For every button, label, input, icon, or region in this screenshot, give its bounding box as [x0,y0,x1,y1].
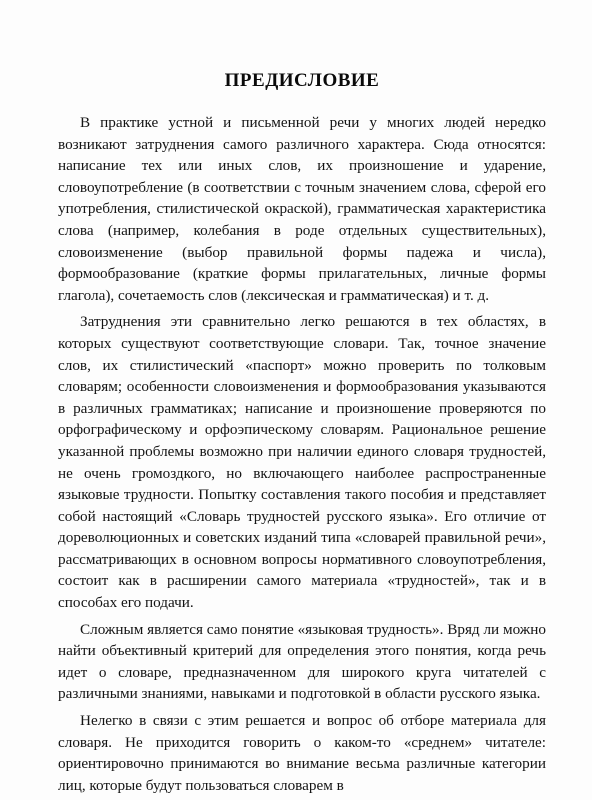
paragraph-4: Нелегко в связи с этим решается и вопрос об отборе материала для словаря. Не приходится говорить о каком-то «среднем» читателе: ориентировочно принимаются во внимание весьма различные категории лиц, которые будут пользоваться словарем в [58,712,546,794]
paragraph-1: В практике устной и письменной речи у многих людей нередко возникают затруднения самого различного характера. Сюда относятся: написание тех или иных слов, их произношение и ударение, словоупотребление (в соответствии с точным значением слова, сферой его употребления, стилистической окраской), грамматическая характеристика слова (например, колебания в роде отдельных существительных), словоизменение (выбор правильной формы падежа и числа), формообразование (краткие формы прилагательных, личные формы глагола), сочетаемость слов (лексическая и грамматическая) и т. д. [58,114,546,304]
paragraph-3: Сложным является само понятие «языковая трудность». Вряд ли можно найти объективный критерий для определения этого понятия, когда речь идет о словаре, предназначенном для широкого круга читателей с различными знаниями, навыками и подготовкой в области русского языка. [58,620,546,703]
paragraph-2: Затруднения эти сравнительно легко решаются в тех областях, в которых существуют соответствующие словари. Так, точное значение слов, их стилистический «паспорт» можно проверить по толковым словарям; особенности словоизменения и формообразования указываются в различных грамматиках; написание и произношение проверяются по орфографическому и орфоэпическому словарям. Рациональное решение указанной проблемы возможно при наличии единого словаря трудностей, не очень громоздкого, но включающего наиболее распространенные языковые трудности. Попытку составления такого пособия и представляет собой настоящий «Словарь трудностей русского языка». Его отличие от дореволюционных и советских изданий типа «словарей правильной речи», рассматривающих в основном вопросы нормативного словоупотребления, состоит как в расширении самого материала «трудностей», так и в способах его подачи. [58,313,546,612]
page-title: ПРЕДИСЛОВИЕ [224,70,380,91]
